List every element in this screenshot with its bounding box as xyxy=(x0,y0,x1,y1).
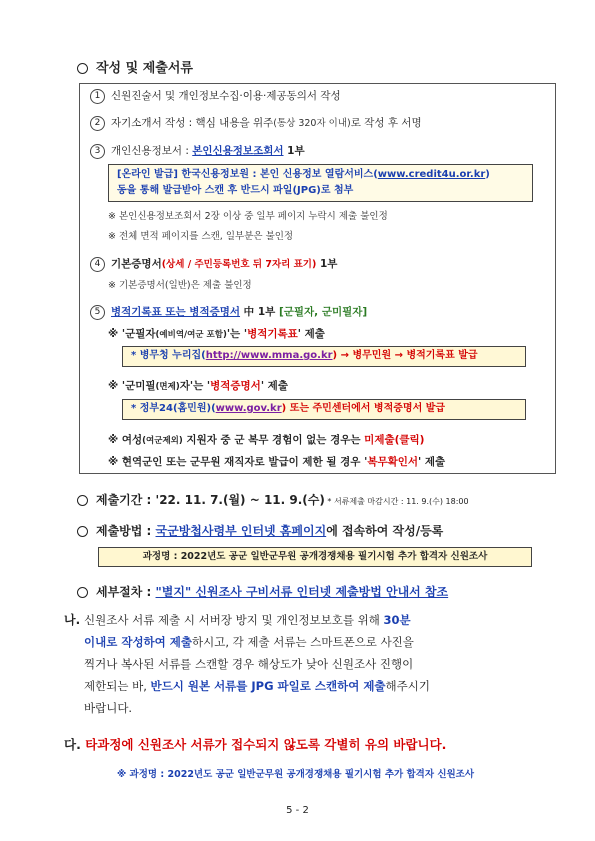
submission-period: 제출기간 : '22. 11. 7.(월) ~ 11. 9.(수) * 서류제출 마감시간 : 11. 9.(수) 18:00 xyxy=(77,491,469,508)
credit-online-line2: 동을 통해 발급받아 스캔 후 반드시 파일(JPG)로 첨부 xyxy=(117,185,354,196)
item-5-note-2: ※ 현역군인 또는 군무원 재직자로 발급이 제한 될 경우 '복무확인서' 제출 xyxy=(108,456,446,468)
number-4-icon: 4 xyxy=(90,257,105,272)
para-na-line-1: 신원조사 서류 제출 시 서버장 방지 및 개인정보보호를 위해 30분 xyxy=(84,613,411,627)
circle-bullet-icon xyxy=(77,63,88,74)
para-na-line-3: 찍거나 복사된 서류를 스캔할 경우 해상도가 낮아 신원조사 진행이 xyxy=(84,657,414,671)
number-5-icon: 5 xyxy=(90,305,105,320)
number-1-icon: 1 xyxy=(90,89,105,104)
para-na xyxy=(84,609,534,719)
item-1: 1 신원진술서 및 개인정보수집·이용·제공동의서 작성 xyxy=(90,88,341,104)
section-title: 작성 및 제출서류 xyxy=(77,57,193,76)
circle-bullet-icon xyxy=(77,587,88,598)
para-na-line-2: 이내로 작성하여 제출하시고, 각 제출 서류는 스마트폰으로 사진을 xyxy=(84,635,414,649)
course-name-box: 과정명 : 2022년도 공군 일반군무원 공개경쟁채용 필기시험 추가 합격자 신원조사 xyxy=(98,547,532,567)
item-5-sub-1: ※ '군필자(예비역/여군 포함)'는 '병적기록표' 제출 xyxy=(108,328,325,340)
item-5-sub-2: ※ '군미필(면제)자'는 '병적증명서' 제출 xyxy=(108,380,288,392)
item-2: 2 자기소개서 작성 : 핵심 내용을 위주(통상 320자 이내)로 작성 후 서명 xyxy=(90,115,422,131)
gov24-box: * 정부24(홈민원)(www.gov.kr) 또는 주민센터에서 병적증명서 발급 xyxy=(122,399,526,420)
final-course-note: ※ 과정명 : 2022년도 공군 일반군무원 공개경쟁채용 필기시험 추가 합격자 신원조사 xyxy=(117,769,475,780)
guide-link[interactable]: "별지" 신원조사 구비서류 인터넷 제출방법 안내서 참조 xyxy=(155,585,449,599)
item-5-note-1: ※ 여성(여군제외) 지원자 중 군 복무 경험이 없는 경우는 미제출(클릭) xyxy=(108,434,425,446)
number-3-icon: 3 xyxy=(90,144,105,159)
circle-bullet-icon xyxy=(77,526,88,537)
credit4u-link[interactable]: www.credit4u.or.kr xyxy=(377,169,486,180)
number-2-icon: 2 xyxy=(90,116,105,131)
military-record-link[interactable]: 병적기록표 또는 병적증명서 xyxy=(111,306,241,318)
para-na-line-4: 제한되는 바, 반드시 원본 서류를 JPG 파일로 스캔하여 제출해주시기 xyxy=(84,679,430,693)
gov-link[interactable]: www.gov.kr xyxy=(215,403,282,414)
circle-bullet-icon xyxy=(77,495,88,506)
page-number: 5 - 2 xyxy=(286,805,309,816)
para-da: 다. 타과정에 신원조사 서류가 접수되지 않도록 각별히 유의 바랍니다. xyxy=(64,737,447,752)
item-3-note-1: ※ 본인신용정보조회서 2장 이상 중 일부 페이지 누락시 제출 불인정 xyxy=(108,211,388,222)
credit-online-line1: [온라인 발급] 한국신용정보원 : 본인 신용정보 열람서비스(www.credit4u.or.kr) xyxy=(117,169,490,180)
item-3: 3 개인신용정보서 : 본인신용정보조회서 1부 xyxy=(90,143,305,159)
item-5: 5 병적기록표 또는 병적증명서 中 1부 [군필자, 군미필자] xyxy=(90,304,367,320)
documents-box xyxy=(79,83,556,474)
credit-online-box xyxy=(108,164,533,202)
dssc-homepage-link[interactable]: 국군방첩사령부 인터넷 홈페이지 xyxy=(155,524,327,538)
credit-report-link[interactable]: 본인신용정보조회서 xyxy=(192,145,284,157)
mma-box: * 병무청 누리집(http://www.mma.go.kr) → 병무민원 → 병적기록표 발급 xyxy=(122,346,526,367)
mma-link[interactable]: http://www.mma.go.kr xyxy=(205,350,333,361)
detailed-procedure: 세부절차 : "별지" 신원조사 구비서류 인터넷 제출방법 안내서 참조 xyxy=(77,583,448,600)
para-na-line-5: 바랍니다. xyxy=(84,701,133,715)
no-submit-link[interactable]: 미제출(클릭) xyxy=(364,434,425,446)
item-4: 4 기본증명서(상세 / 주민등록번호 뒤 7자리 표기) 1부 xyxy=(90,256,337,272)
item-4-note: ※ 기본증명서(일반)은 제출 불인정 xyxy=(108,280,252,291)
item-3-note-2: ※ 전체 면적 페이지를 스캔, 일부분은 불인정 xyxy=(108,231,294,242)
para-na-marker: 나. xyxy=(64,613,81,627)
submission-method: 제출방법 : 국군방첩사령부 인터넷 홈페이지에 접속하여 작성/등록 xyxy=(77,522,443,539)
